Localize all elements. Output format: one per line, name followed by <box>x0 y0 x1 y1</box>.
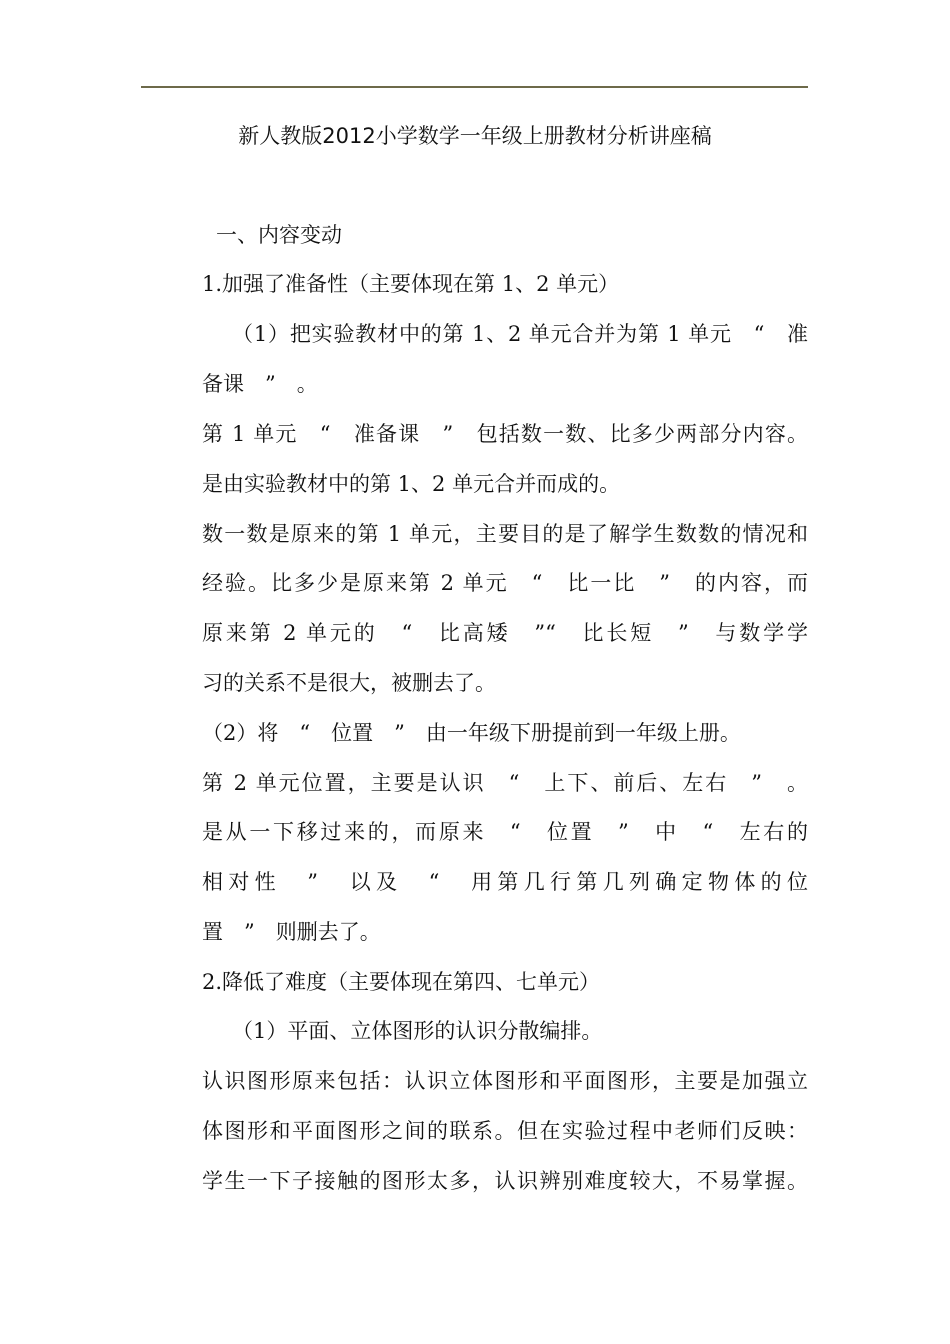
document-title: 新人教版2012小学数学一年级上册教材分析讲座稿 <box>238 124 712 148</box>
paragraph-line: 经验。比多少是原来第 2 单元 “ 比一比 ” 的内容，而 <box>202 571 808 595</box>
paragraph-line: （1）平面、立体图形的认识分散编排。 <box>232 1019 603 1043</box>
paragraph-line: 相对性 ” 以及 “ 用第几行第几列确定物体的位 <box>202 870 808 894</box>
section-heading: 一、内容变动 <box>216 223 342 247</box>
paragraph-line: 体图形和平面图形之间的联系。但在实验过程中老师们反映： <box>202 1119 808 1143</box>
header-rule <box>141 86 808 88</box>
subsection-heading: 1.加强了准备性（主要体现在第 1、2 单元） <box>202 272 620 296</box>
paragraph-line: 数一数是原来的第 1 单元，主要目的是了解学生数数的情况和 <box>202 522 808 546</box>
paragraph-line: 认识图形原来包括：认识立体图形和平面图形，主要是加强立 <box>202 1069 808 1093</box>
paragraph-line: 是从一下移过来的，而原来 “ 位置 ” 中 “ 左右的 <box>202 820 808 844</box>
paragraph-line: （2）将 “ 位置 ” 由一年级下册提前到一年级上册。 <box>202 721 741 745</box>
paragraph-line: 备课 ” 。 <box>202 372 318 396</box>
paragraph-line: 是由实验教材中的第 1、2 单元合并而成的。 <box>202 472 621 496</box>
paragraph-line: 第 2 单元位置，主要是认识 “ 上下、前后、左右 ” 。 <box>202 771 808 795</box>
paragraph-line: 置 ” 则删去了。 <box>202 920 381 944</box>
paragraph-line: 学生一下子接触的图形太多，认识辨别难度较大，不易掌握。 <box>202 1169 808 1193</box>
paragraph-line: 第 1 单元 “ 准备课 ” 包括数一数、比多少两部分内容。 <box>202 422 808 446</box>
paragraph-line: 习的关系不是很大，被删去了。 <box>202 671 496 695</box>
paragraph-line: 原来第 2 单元的 “ 比高矮 ”“ 比长短 ” 与数学学 <box>202 621 808 645</box>
paragraph-line: （1）把实验教材中的第 1、2 单元合并为第 1 单元 “ 准 <box>232 322 808 346</box>
subsection-heading: 2.降低了难度（主要体现在第四、七单元） <box>202 970 601 994</box>
